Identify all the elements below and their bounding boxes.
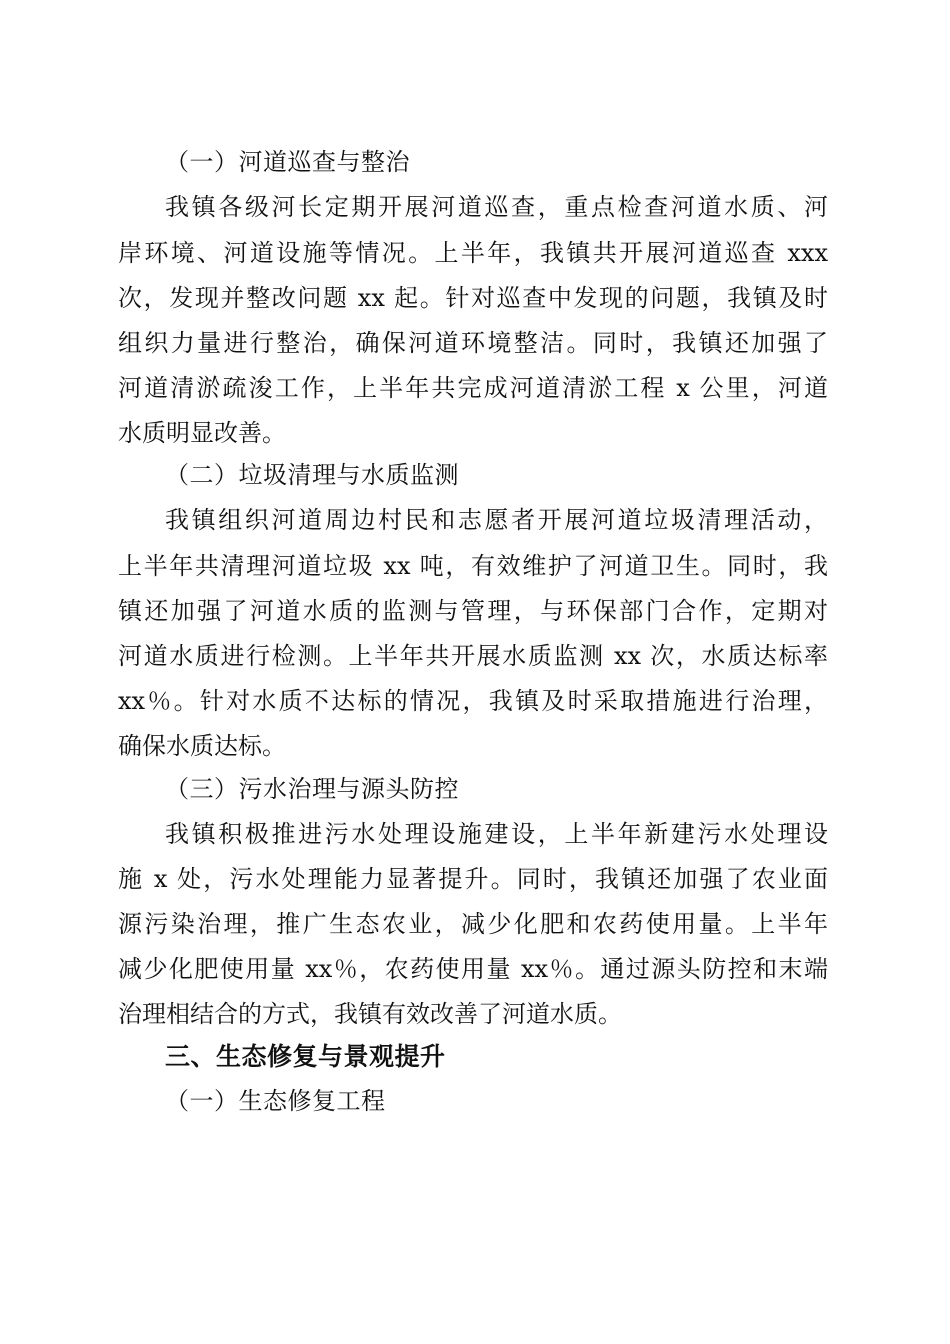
paragraph-line: 水质明显改善。 bbox=[118, 419, 286, 447]
paragraph-line: 确保水质达标。 bbox=[118, 732, 286, 760]
paragraph-line: 治理相结合的方式，我镇有效改善了河道水质。 bbox=[118, 1000, 622, 1028]
paragraph-line: 河道清淤疏浚工作，上半年共完成河道清淤工程 x 公里，河道 bbox=[118, 374, 828, 402]
paragraph-line: 减少化肥使用量 xx％，农药使用量 xx％。通过源头防控和末端 bbox=[118, 955, 828, 983]
paragraph-line: 河道水质进行检测。上半年共开展水质监测 xx 次，水质达标率 bbox=[118, 642, 828, 670]
section-heading-sewage-treatment: （三）污水治理与源头防控 bbox=[165, 775, 459, 803]
paragraph-line: 源污染治理，推广生态农业，减少化肥和农药使用量。上半年 bbox=[118, 910, 828, 938]
paragraph-line: 我镇组织河道周边村民和志愿者开展河道垃圾清理活动， bbox=[165, 506, 828, 534]
section-heading-ecological-project: （一）生态修复工程 bbox=[165, 1087, 386, 1115]
paragraph-line: 上半年共清理河道垃圾 xx 吨，有效维护了河道卫生。同时，我 bbox=[118, 552, 828, 580]
section-heading-river-inspection: （一）河道巡查与整治 bbox=[165, 148, 410, 176]
paragraph-line: 组织力量进行整治，确保河道环境整洁。同时，我镇还加强了 bbox=[118, 329, 828, 357]
paragraph-line: 我镇积极推进污水处理设施建设，上半年新建污水处理设 bbox=[165, 820, 828, 848]
chapter-heading-ecological-restoration: 三、生态修复与景观提升 bbox=[165, 1042, 446, 1071]
paragraph-line: xx％。针对水质不达标的情况，我镇及时采取措施进行治理， bbox=[118, 687, 828, 715]
section-heading-garbage-water-monitoring: （二）垃圾清理与水质监测 bbox=[165, 461, 459, 489]
paragraph-line: 次，发现并整改问题 xx 起。针对巡查中发现的问题，我镇及时 bbox=[118, 284, 828, 312]
paragraph-line: 施 x 处，污水处理能力显著提升。同时，我镇还加强了农业面 bbox=[118, 865, 828, 893]
paragraph-line: 镇还加强了河道水质的监测与管理，与环保部门合作，定期对 bbox=[118, 597, 828, 625]
paragraph-line: 我镇各级河长定期开展河道巡查，重点检查河道水质、河 bbox=[165, 193, 828, 221]
paragraph-line: 岸环境、河道设施等情况。上半年，我镇共开展河道巡查 xxx bbox=[118, 239, 828, 267]
